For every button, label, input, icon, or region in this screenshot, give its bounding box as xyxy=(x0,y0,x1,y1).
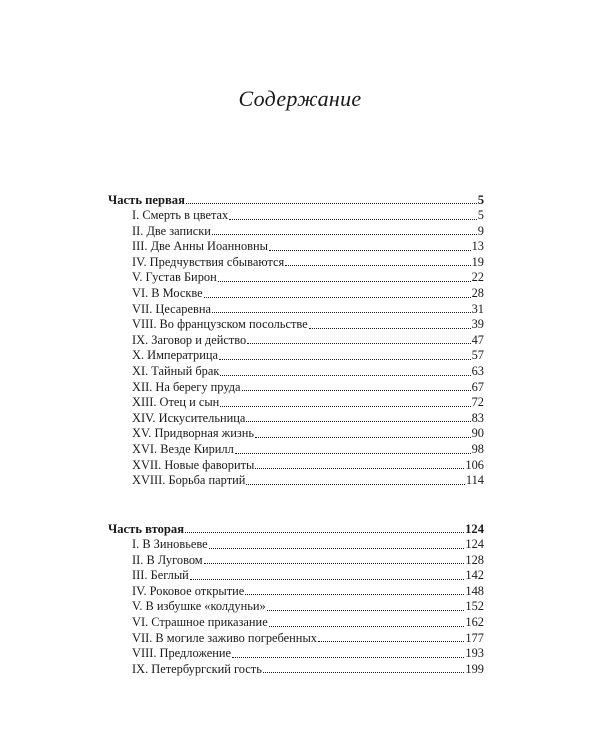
dot-leader xyxy=(220,397,470,411)
dot-leader xyxy=(190,570,465,584)
page-number: 152 xyxy=(465,599,484,614)
chapter-title: VII. Цесаревна xyxy=(132,301,211,316)
dot-leader xyxy=(247,334,470,348)
page-number: 67 xyxy=(471,379,484,394)
chapter-title: III. Две Анны Иоанновны xyxy=(132,239,268,254)
dot-leader xyxy=(235,444,471,458)
page-number: 199 xyxy=(465,661,484,676)
chapter-entry[interactable] xyxy=(108,302,484,318)
page-number: 5 xyxy=(477,208,484,222)
chapter-entry[interactable] xyxy=(108,239,484,255)
dot-leader xyxy=(220,366,470,380)
chapter-title: IV. Предчувствия сбываются xyxy=(132,254,285,269)
dot-leader xyxy=(269,241,471,255)
dot-leader xyxy=(309,319,471,333)
dot-leader xyxy=(219,350,471,364)
chapter-entry[interactable] xyxy=(108,646,484,662)
page-number: 124 xyxy=(465,522,484,536)
page-number: 83 xyxy=(471,410,484,425)
part-2-section xyxy=(108,521,484,677)
chapter-title: XV. Придворная жизнь xyxy=(132,426,255,441)
page-number: 19 xyxy=(471,254,484,269)
page-number: 142 xyxy=(465,568,484,583)
chapter-entry[interactable] xyxy=(108,537,484,553)
dot-leader xyxy=(267,601,465,615)
chapter-title: VI. В Москве xyxy=(132,285,203,300)
chapter-entry[interactable] xyxy=(108,426,484,442)
page-number: 9 xyxy=(477,223,484,238)
chapter-title: XIV. Искусительница xyxy=(132,410,246,425)
dot-leader xyxy=(204,288,471,302)
chapter-entry[interactable] xyxy=(108,395,484,411)
page-number: 63 xyxy=(471,363,484,378)
dot-leader xyxy=(269,617,465,631)
dot-leader xyxy=(245,585,464,599)
chapter-title: I. Смерть в цветах xyxy=(132,208,229,222)
chapter-entry[interactable] xyxy=(108,568,484,584)
chapter-title: XVIII. Борьба партий xyxy=(132,473,246,488)
chapter-title: VIII. Предложение xyxy=(132,646,232,661)
page-number: 114 xyxy=(465,473,484,488)
chapter-entry[interactable] xyxy=(108,364,484,380)
chapter-entry[interactable] xyxy=(108,224,484,240)
dot-leader xyxy=(218,272,471,286)
chapter-title: IV. Роковое открытие xyxy=(132,583,245,598)
page-number: 193 xyxy=(465,646,484,661)
page-number: 57 xyxy=(471,348,484,363)
page-number: 90 xyxy=(471,426,484,441)
page-title: Содержание xyxy=(238,86,362,111)
chapter-entry[interactable] xyxy=(108,317,484,333)
chapter-title: VII. В могиле заживо погребенных xyxy=(132,630,317,645)
chapter-entry[interactable] xyxy=(108,442,484,458)
chapter-entry[interactable] xyxy=(108,553,484,569)
dot-leader xyxy=(246,475,464,489)
chapter-title: I. В Зиновьеве xyxy=(132,537,208,551)
dot-leader xyxy=(318,632,464,646)
chapter-entry[interactable] xyxy=(108,599,484,615)
page-number: 98 xyxy=(471,441,484,456)
chapter-entry[interactable] xyxy=(108,208,484,224)
dot-leader xyxy=(255,459,464,473)
page-number: 5 xyxy=(477,193,484,207)
chapter-entry[interactable] xyxy=(108,255,484,271)
chapter-entry[interactable] xyxy=(108,615,484,631)
dot-leader xyxy=(204,554,465,568)
page-number: 22 xyxy=(471,270,484,285)
chapter-title: XVI. Везде Кирилл xyxy=(132,441,234,456)
chapter-entry[interactable] xyxy=(108,631,484,647)
dot-leader xyxy=(263,663,465,677)
chapter-title: X. Императрица xyxy=(132,348,218,363)
chapter-entry[interactable] xyxy=(108,411,484,427)
chapter-entry[interactable] xyxy=(108,473,484,489)
chapter-title: II. Две записки xyxy=(132,223,211,238)
chapter-title: II. В Луговом xyxy=(132,552,203,567)
dot-leader xyxy=(212,303,471,317)
chapter-entry[interactable] xyxy=(108,458,484,474)
dot-leader xyxy=(229,210,477,224)
chapter-title: VI. Страшное приказание xyxy=(132,614,268,629)
page-number: 28 xyxy=(471,285,484,300)
chapter-title: XII. На берегу пруда xyxy=(132,379,241,394)
chapter-entry[interactable] xyxy=(108,584,484,600)
dot-leader xyxy=(185,523,464,537)
chapter-title: IX. Заговор и действо xyxy=(132,332,247,347)
chapter-entry[interactable] xyxy=(108,662,484,678)
chapter-title: III. Беглый xyxy=(132,568,189,583)
part-1-section xyxy=(108,192,484,489)
chapter-entry[interactable] xyxy=(108,286,484,302)
dot-leader xyxy=(255,428,471,442)
dot-leader xyxy=(209,539,465,553)
chapter-entry[interactable] xyxy=(108,270,484,286)
chapter-title: XVII. Новые фавориты xyxy=(132,457,255,472)
chapter-entry[interactable] xyxy=(108,348,484,364)
dot-leader xyxy=(232,648,464,662)
page-number: 128 xyxy=(465,552,484,567)
page-number: 72 xyxy=(471,395,484,410)
page-number: 47 xyxy=(471,332,484,347)
part-heading[interactable] xyxy=(108,521,484,537)
page-number: 148 xyxy=(465,583,484,598)
part-title: Часть вторая xyxy=(108,522,185,536)
chapter-title: XI. Тайный брак xyxy=(132,363,220,378)
chapter-entry[interactable] xyxy=(108,380,484,396)
part-heading[interactable] xyxy=(108,192,484,208)
page-number: 177 xyxy=(465,630,484,645)
page-number: 31 xyxy=(471,301,484,316)
chapter-title: VIII. Во французском посольстве xyxy=(132,317,308,332)
part-title: Часть первая xyxy=(108,193,185,207)
page-number: 13 xyxy=(471,239,484,254)
chapter-title: XIII. Отец и сын xyxy=(132,395,220,410)
chapter-title: V. В избушке «колдуньи» xyxy=(132,599,266,614)
chapter-title: V. Густав Бирон xyxy=(132,270,217,285)
dot-leader xyxy=(186,194,477,208)
page-number: 124 xyxy=(465,537,484,551)
page-number: 39 xyxy=(471,317,484,332)
dot-leader xyxy=(246,412,470,426)
dot-leader xyxy=(285,256,470,270)
chapter-entry[interactable] xyxy=(108,333,484,349)
dot-leader xyxy=(212,225,477,239)
page-number: 162 xyxy=(465,614,484,629)
chapter-title: IX. Петербургский гость xyxy=(132,661,262,676)
page-number: 106 xyxy=(465,457,484,472)
dot-leader xyxy=(242,381,471,395)
